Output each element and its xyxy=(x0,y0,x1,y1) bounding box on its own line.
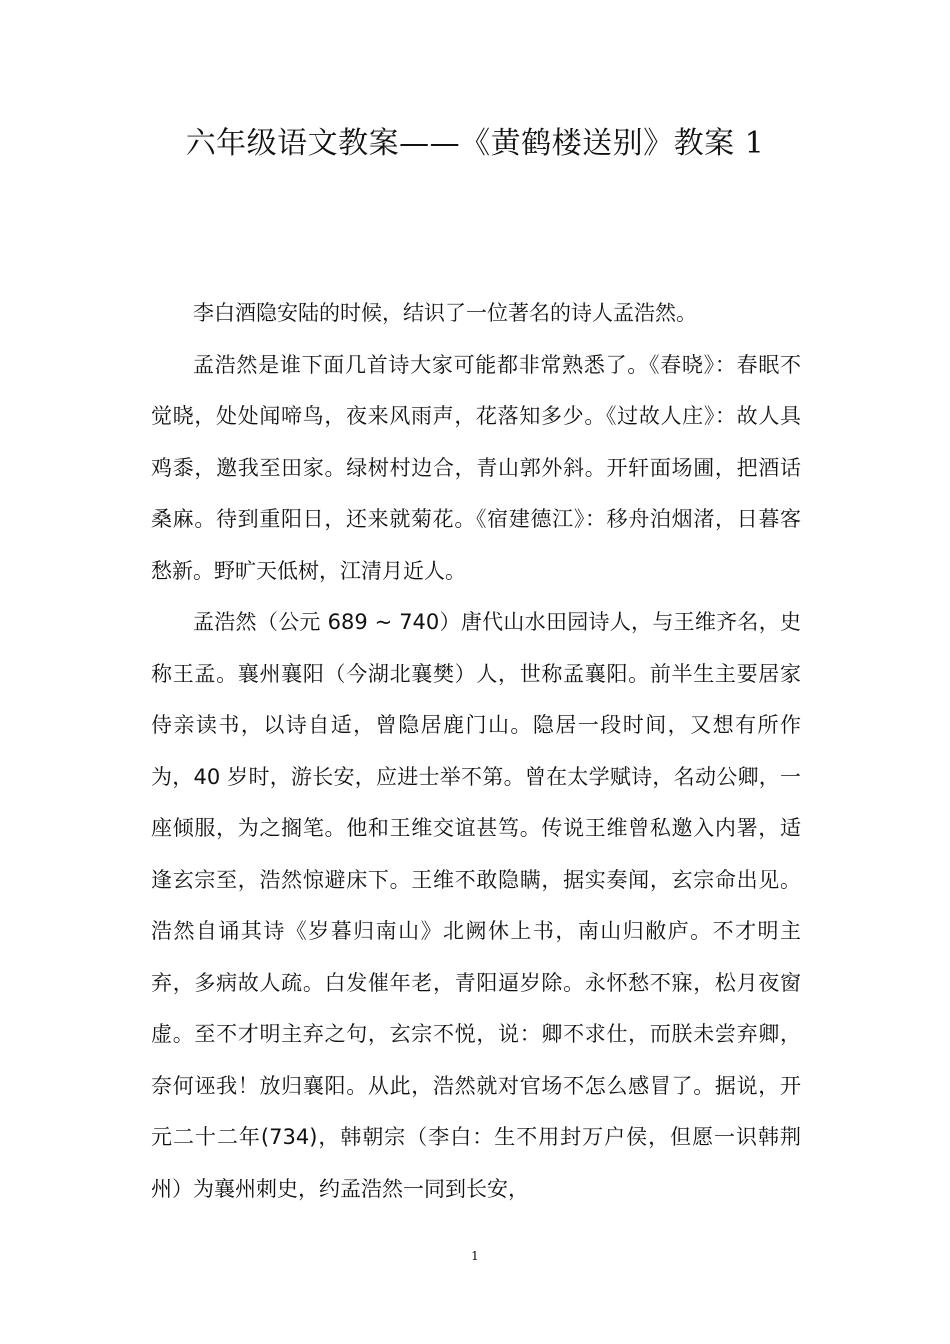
paragraph-2: 孟浩然是谁下面几首诗大家可能都非常熟悉了。《春晓》：春眠不觉晓，处处闻啼鸟，夜来风雨声，花落知多少。《过故人庄》：故人具鸡黍，邀我至田家。绿树村边合，青山郭外斜。开轩面场圃，把酒话桑麻。待到重阳日，还来就菊花。《宿建德江》：移舟泊烟渚，日暮客愁新。野旷天低树，江清月近人。 xyxy=(151,352,801,583)
paragraph-1: 李白酒隐安陆的时候，结识了一位著名的诗人孟浩然。 xyxy=(193,301,697,325)
document-body xyxy=(151,288,801,1215)
paragraph-3: 孟浩然（公元 689 ~ 740）唐代山水田园诗人，与王维齐名，史称王孟。襄州襄阳（今湖北襄樊）人，世称孟襄阳。前半生主要居家侍亲读书，以诗自适，曾隐居鹿门山。隐居一段时间，又想有所作为，40 岁时，游长安，应进士举不第。曾在太学赋诗，名动公卿，一座倾服，为之搁笔。他和王维交谊甚笃。传说王维曾私邀入内署，适逢玄宗至，浩然惊避床下。王维不敢隐瞒，据实奏闻，玄宗命出见。浩然自诵其诗《岁暮归南山》北阙休上书，南山归敝庐。不才明主弃，多病故人疏。白发催年老，青阳逼岁除。永怀愁不寐，松月夜窗虚。至不才明主弃之句，玄宗不悦，说：卿不求仕，而朕未尝弃卿，奈何诬我！放归襄阳。从此，浩然就对官场不怎么感冒了。据说，开元二十二年(734)，韩朝宗（李白：生不用封万户侯，但愿一识韩荆州）为襄州刺史，约孟浩然一同到长安， xyxy=(151,610,801,1201)
document-title: 六年级语文教案——《黄鹤楼送别》教案 1 xyxy=(185,126,765,161)
page-number: 1 xyxy=(471,1249,479,1263)
